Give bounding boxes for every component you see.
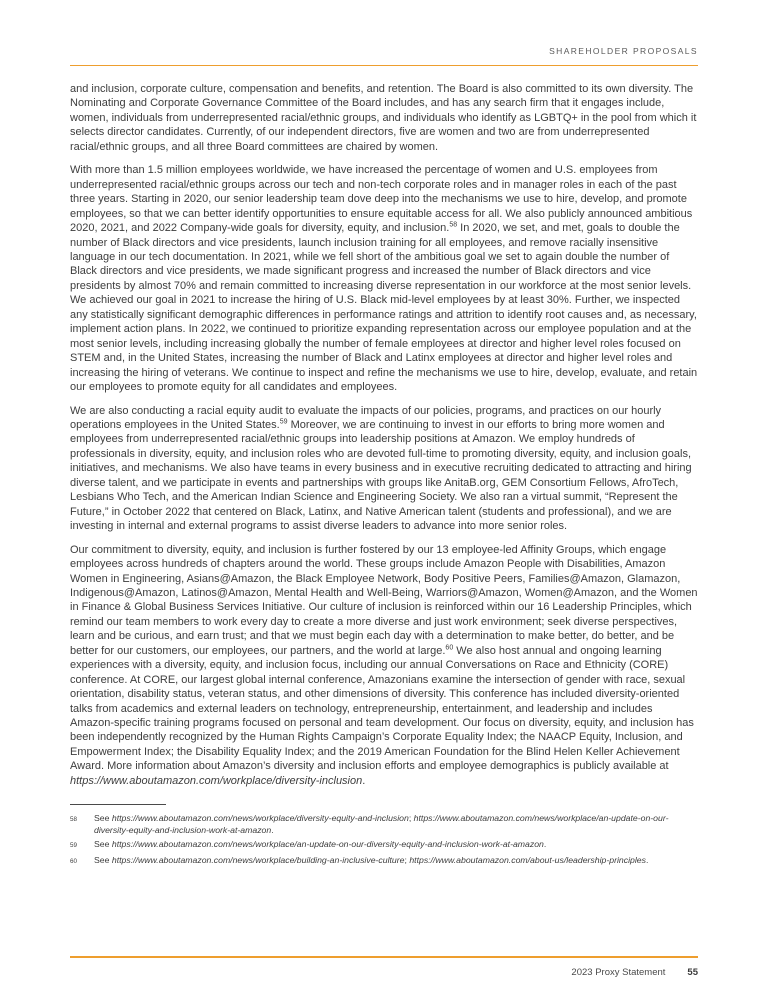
body-content	[70, 82, 698, 788]
url-text: https://www.aboutamazon.com/news/workplace/an-update-on-our-diversity-equity-and-inclusion-work-at-amazon	[94, 813, 669, 835]
text-run: .	[271, 824, 274, 835]
text-run: We are also conducting a racial equity audit to evaluate the impacts of our policies, programs, and practices on our hourly operations employees in the United States.	[70, 404, 662, 431]
footnotes-section	[70, 804, 698, 867]
section-title: SHAREHOLDER PROPOSALS	[549, 46, 698, 56]
text-run: See	[94, 855, 112, 866]
footnote	[70, 839, 698, 852]
text-run: See	[94, 839, 112, 850]
footnote-text	[94, 855, 698, 867]
text-run: We also host annual and ongoing learning experiences with a diversity, equity, and inclusion focus, including our annual Conversations on Race and Ethnicity (CORE) conference. At CORE, our largest global internal conference, Amazonians examine the intersection of gender with race, sexual orientation, disability status, veteran status, and other dimensions of diversity. This conference has included diversity-oriented talks from academics and external leaders on technology, entrepreneurship, entertainment, and leadership and includes Amazon-specific training programs focused on personal and team development. Our focus on diversity, equity, and inclusion has been independently recognized by the Human Rights Campaign’s Corporate Equality Index; the NAACP Equity, Inclusion, and Empowerment Index; the Disability Equality Index; and the 2019 American Foundation for the Blind Helen Keller Achievement Award. More information about Amazon’s diversity and inclusion efforts and employee demographics is publicly available at	[70, 644, 694, 773]
text-run: In 2020, we set, and met, goals to double the number of Black directors and vice presidents, launch inclusion training for all employees, and remove racially insensitive language in our tech documentation. In 2021, while we fell short of the ambitious goal we set to again double the number of Black directors and vice presidents, we made significant progress and increased the number of Black directors and vice presidents by almost 70% and remain committed to increasing diverse representation in our workforce at the most senior levels. We achieved our goal in 2021 to increase the hiring of U.S. Black mid-level employees by at least 30%. Further, we inspected any statistically significant demographic differences in performance ratings and attrition to identify root causes and, as necessary, implement action plans. In 2022, we continued to prioritize expanding representation across our employee population and at the most senior levels, including increasing globally the number of female employees at director and higher level roles focused on STEM and, in the United States, increasing the number of Black and Latinx employees at director and higher level roles and increasing the hiring of veterans. We continue to inspect and refine the mechanisms we use to hire, develop, evaluate, and retain our employees to promote equity for all candidates and employees.	[70, 222, 698, 394]
url-text: https://www.aboutamazon.com/about-us/leadership-principles	[409, 855, 646, 866]
footnote-text	[94, 839, 698, 851]
url-text: https://www.aboutamazon.com/news/workplace/building-an-inclusive-culture	[111, 855, 405, 866]
text-run: ;	[408, 813, 414, 824]
footer-line	[70, 967, 698, 978]
text-run: .	[645, 855, 649, 866]
page-footer	[70, 956, 698, 978]
footnote-ref: 59	[279, 418, 288, 426]
url-text: https://www.aboutamazon.com/news/workplace/diversity-equity-and-inclusion	[111, 813, 409, 824]
text-run: and inclusion, corporate culture, compensation and benefits, and retention. The Board is also committed to its own diversity. The Nominating and Corporate Governance Committee of the Board includes, and has any search firm that it engages include, women, individuals from underrepresented racial/ethnic groups, and individuals who identify as LGBTQ+ in the pool from which it selects director candidates. Currently, of our independent directors, five are women and two are from underrepresented racial/ethnic groups, and all three Board committees are chaired by women.	[70, 83, 697, 153]
footer-rule	[70, 956, 698, 958]
text-run: ;	[404, 855, 410, 866]
footnotes-list	[70, 813, 698, 867]
footnote-number: 58	[70, 816, 78, 824]
footnote-separator-rule	[70, 804, 166, 805]
text-run: See	[94, 813, 112, 824]
footnote	[70, 855, 698, 868]
footnote	[70, 813, 698, 836]
footnote-ref: 58	[449, 221, 458, 229]
text-run: With more than 1.5 million employees worldwide, we have increased the percentage of women and U.S. employees from underrepresented racial/ethnic groups across our tech and non-tech corporate roles and in manager roles in each of the past three years. Starting in 2020, our senior leadership team dove deep into the mechanisms we use to hire, develop, and promote employees, so that we can better identify opportunities to ensure equitable access for all. We also publicly announced ambitious 2020, 2021, and 2022 Company-wide goals for diversity, equity, and inclusion.	[70, 164, 693, 235]
url-text: https://www.aboutamazon.com/news/workplace/an-update-on-our-diversity-equity-and-inclusion-work-at-amazon	[111, 839, 544, 850]
page-header	[70, 46, 698, 66]
footnote-ref: 60	[445, 644, 454, 652]
header-rule	[70, 65, 698, 66]
paragraph	[70, 543, 698, 789]
footnote-number: 60	[70, 858, 78, 866]
page-number: 55	[687, 967, 698, 978]
footnote-text	[94, 813, 698, 836]
paragraph	[70, 82, 698, 154]
paragraph	[70, 404, 698, 534]
footer-label: 2023 Proxy Statement	[571, 967, 666, 978]
text-run: Our commitment to diversity, equity, and inclusion is further fostered by our 13 employee-led Affinity Groups, which engage employees across hundreds of chapters around the world. These groups include Amazon People with Disabilities, Amazon Women in Engineering, Asians@Amazon, the Black Employee Network, Body Positive Peers, Families@Amazon, Glamazon, Indigenous@Amazon, Latinos@Amazon, Mental Health and Well-Being, Warriors@Amazon, Women@Amazon, and the Women in Finance & Global Business Services Initiative. Our culture of inclusion is reinforced within our 16 Leadership Principles, which remind our team members to work every day to create a more diverse and just work environment; seek diverse perspectives, learn and be curious, and earn trust; and that we must begin each day with a determination to make better, do better, and be better for our customers, our employees, our partners, and the world at large.	[70, 543, 698, 657]
url-text: https://www.aboutamazon.com/workplace/diversity-inclusion	[70, 774, 363, 787]
paragraph	[70, 163, 698, 394]
text-run: .	[362, 774, 366, 787]
text-run: Moreover, we are continuing to invest in our efforts to bring more women and employees from underrepresented racial/ethnic groups into leadership positions at Amazon. We employ hundreds of professionals in diversity, equity, and inclusion roles who are devoted full-time to promoting diversity, equity, and inclusion goals, initiatives, and mechanisms. We also have teams in every business and in executive recruiting dedicated to attracting and hiring diverse talent, and we participate in events and partnerships with groups like AnitaB.org, GEM Consortium Fellows, AfroTech, Lesbians Who Tech, and the American Indian Science and Engineering Society. We also ran a virtual summit, “Represent the Future,” in October 2022 that centered on Black, Latinx, and Native American talent (students and professional), and we are investing in internal and external programs to assist diverse leaders to advance into more senior roles.	[70, 418, 692, 533]
footnote-number: 59	[70, 842, 78, 850]
text-run: .	[543, 839, 547, 850]
